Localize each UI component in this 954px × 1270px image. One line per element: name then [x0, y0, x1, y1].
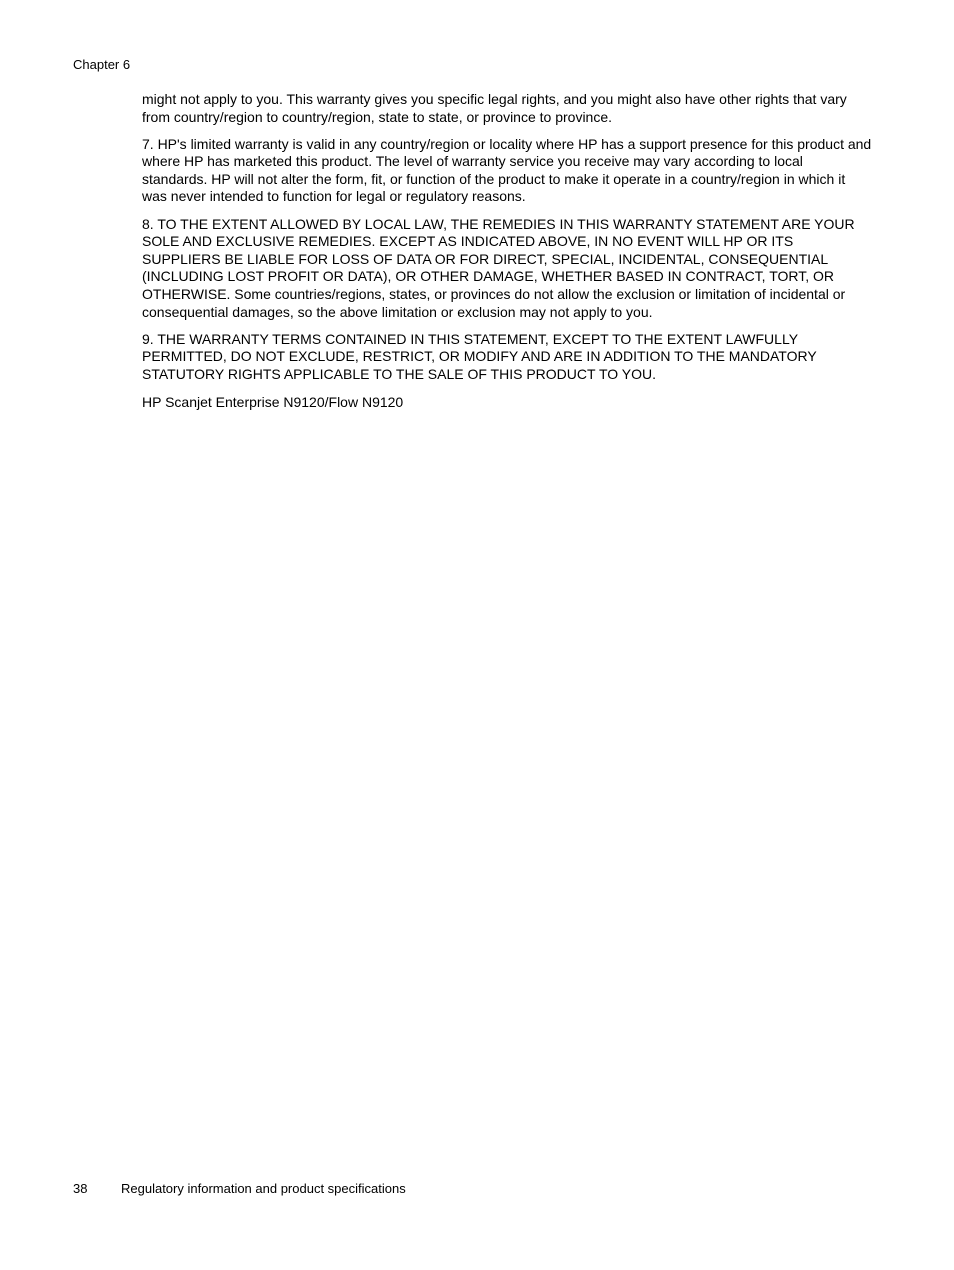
warranty-paragraph-9: 9. THE WARRANTY TERMS CONTAINED IN THIS STATEMENT, EXCEPT TO THE EXTENT LAWFULLY PERMITTED, DO NOT EXCLUDE, RESTRICT, OR MODIFY AND ARE IN ADDITION TO THE MANDATORY STATUTORY RIGHTS APPLICABLE TO THE SALE OF THIS PRODUCT TO YOU.: [142, 330, 817, 382]
chapter-label: Chapter 6: [73, 57, 131, 72]
warranty-text-body: [142, 91, 872, 422]
warranty-paragraph-8: 8. TO THE EXTENT ALLOWED BY LOCAL LAW, THE REMEDIES IN THIS WARRANTY STATEMENT ARE YOUR SOLE AND EXCLUSIVE REMEDIES. EXCEPT AS INDICATED ABOVE, IN NO EVENT WILL HP OR ITS SUPPLIERS BE LIABLE FOR LOSS OF DATA OR FOR DIRECT, SPECIAL, INCIDENTAL, CONSEQUENTIAL (INCLUDING LOST PROFIT OR DATA), OR OTHER DAMAGE, WHETHER BASED IN CONTRACT, TORT, OR OTHERWISE. Some countries/regions, states, or provinces do not allow the exclusion or limitation of incidental or consequential damages, so the above limitation or exclusion may not apply to you.: [142, 215, 855, 320]
page-number: 38: [73, 1181, 88, 1196]
product-name: HP Scanjet Enterprise N9120/Flow N9120: [142, 394, 404, 411]
warranty-paragraph-7: 7. HP's limited warranty is valid in any country/region or locality where HP has a support presence for this product and where HP has marketed this product. The level of warranty service you receive may vary according to local standards. HP will not alter the form, fit, or function of the product to make it operate in a country/region in which it was never intended to function for legal or regulatory reasons.: [142, 135, 872, 205]
warranty-paragraph-continuation: might not apply to you. This warranty gives you specific legal rights, and you might also have other rights that vary from country/region to country/region, state to state, or province to province.: [142, 91, 847, 125]
page-footer: [73, 1181, 406, 1197]
footer-section-title: Regulatory information and product specifications: [121, 1181, 406, 1196]
